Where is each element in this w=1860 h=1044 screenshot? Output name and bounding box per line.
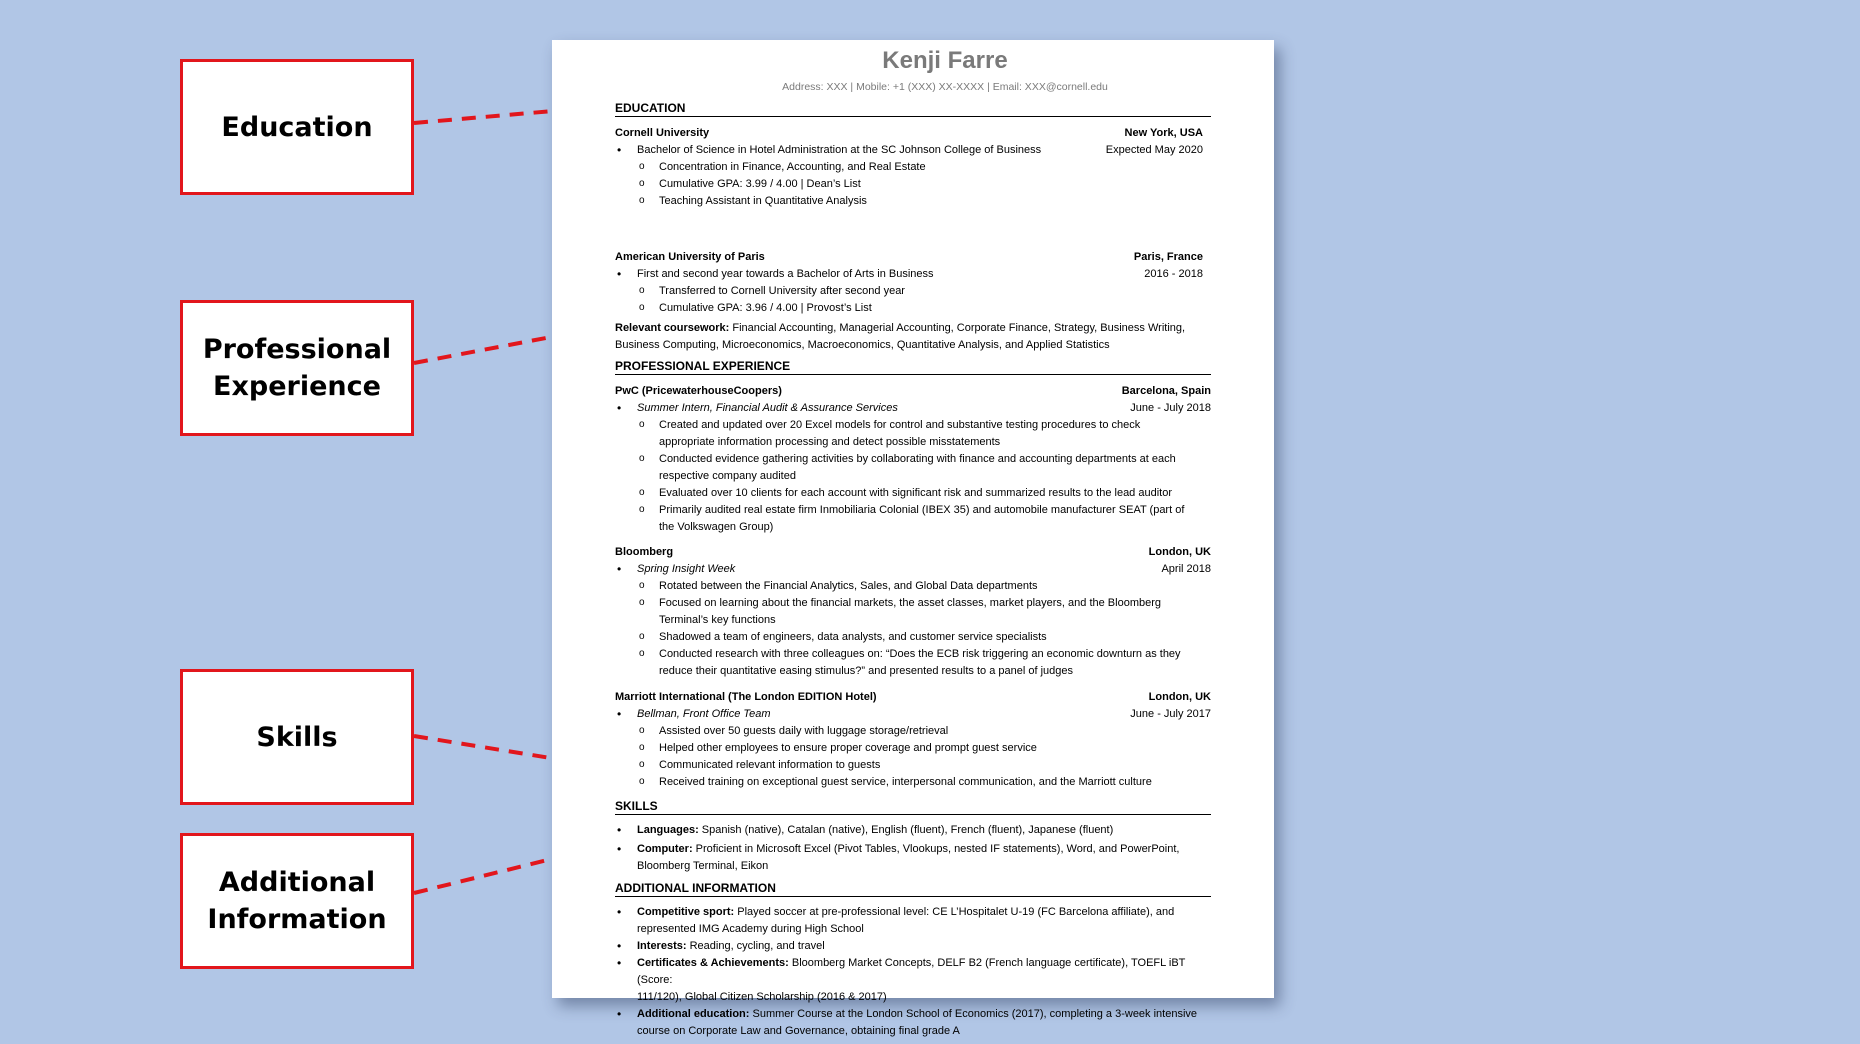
list-item xyxy=(615,740,1211,757)
company-location: London, UK xyxy=(1148,691,1211,703)
degree-text: • Bachelor of Science in Hotel Administration at the SC Johnson College of Business xyxy=(637,144,1042,156)
skill-label: Computer: xyxy=(637,843,693,855)
company-location: London, UK xyxy=(1148,546,1211,558)
list-item xyxy=(615,451,1211,485)
list-item xyxy=(615,578,1211,595)
list-item xyxy=(615,774,1211,791)
skill-text: Proficient in Microsoft Excel (Pivot Tables, Vlookups, nested IF statements), Word, and PowerPoint, xyxy=(692,843,1180,855)
callout-skills-label: Skills xyxy=(256,721,338,753)
list-item xyxy=(615,955,1211,1006)
job-role: • Spring Insight Week xyxy=(637,563,736,575)
list-item xyxy=(615,904,1211,938)
list-item: o Teaching Assistant in Quantitative Analysis xyxy=(615,193,1211,210)
bullet-line: o Received training on exceptional guest service, interpersonal communication, and the Marriott culture xyxy=(659,776,1152,788)
additional-text: Summer Course at the London School of Economics (2017), completing a 3-week intensive xyxy=(749,1008,1198,1020)
skill-label: Languages: xyxy=(637,824,699,836)
coursework-line2: Business Computing, Microeconomics, Macroeconomics, Quantitative Analysis, and Applied Statistics xyxy=(615,339,1110,351)
bullet-line: appropriate information processing and detect possible misstatements xyxy=(659,436,1001,448)
list-item xyxy=(615,1006,1211,1040)
bullet-line: the Volkswagen Group) xyxy=(659,521,774,533)
additional-text-continued: 111/120), Global Citizen Scholarship (2016 & 2017) xyxy=(637,991,887,1003)
list-item xyxy=(615,417,1211,451)
callout-additional-line2: Information xyxy=(207,904,387,935)
school-location: New York, USA xyxy=(1124,127,1203,139)
callout-professional-line1: Professional xyxy=(202,334,392,365)
list-item xyxy=(615,938,1211,955)
job-entry xyxy=(615,383,1211,536)
coursework xyxy=(615,320,1211,354)
company-name: Marriott International (The London EDITION Hotel) xyxy=(615,691,877,703)
school-location: Paris, France xyxy=(1133,251,1203,263)
bullet-line: o Helped other employees to ensure proper coverage and prompt guest service xyxy=(659,742,1037,754)
skills-list xyxy=(615,822,1211,875)
list-item: o Cumulative GPA: 3.99 / 4.00 | Dean’s List xyxy=(615,176,1211,193)
bullet-line: Terminal’s key functions xyxy=(659,614,776,626)
callout-professional-line2: Experience xyxy=(213,371,381,402)
school-name: Cornell University xyxy=(615,127,710,139)
job-date: June - July 2018 xyxy=(1130,402,1211,414)
list-item: o Cumulative GPA: 3.96 / 4.00 | Provost’s List xyxy=(615,300,1211,317)
company-name: Bloomberg xyxy=(615,546,674,558)
bullet-line: o Communicated relevant information to guests xyxy=(659,759,881,771)
list-item xyxy=(615,841,1211,875)
additional-text: Played soccer at pre-professional level: CE L’Hospitalet U-19 (FC Barcelona affiliate), and xyxy=(734,906,1175,918)
additional-label: Competitive sport: xyxy=(637,906,735,918)
company-location: Barcelona, Spain xyxy=(1121,385,1211,397)
job-entry xyxy=(615,544,1211,680)
list-item xyxy=(615,485,1211,502)
section-heading-education: EDUCATION xyxy=(615,100,1211,117)
job-entry xyxy=(615,689,1211,791)
bullet-line: o Assisted over 50 guests daily with luggage storage/retrieval xyxy=(659,725,949,737)
additional-text: Reading, cycling, and travel xyxy=(686,940,825,952)
resume-page xyxy=(552,40,1274,1037)
company-name: PwC (PricewaterhouseCoopers) xyxy=(615,385,782,397)
additional-label: Additional education: xyxy=(637,1008,750,1020)
additional-text-continued: course on Corporate Law and Governance, obtaining final grade A xyxy=(637,1025,960,1037)
skill-text-continued: Bloomberg Terminal, Eikon xyxy=(637,860,769,872)
list-item xyxy=(615,142,1211,159)
bullet-line: o Focused on learning about the financial markets, the asset classes, market players, and the Bloomberg xyxy=(659,597,1161,609)
list-item xyxy=(615,706,1211,723)
job-date: June - July 2017 xyxy=(1130,708,1211,720)
list-item xyxy=(615,629,1211,646)
school-name: American University of Paris xyxy=(615,251,765,263)
list-item xyxy=(615,646,1211,680)
degree-text: • First and second year towards a Bachelor of Arts in Business xyxy=(637,268,934,280)
section-heading-experience: PROFESSIONAL EXPERIENCE xyxy=(615,358,1211,375)
job-date: April 2018 xyxy=(1161,563,1211,575)
additional-list xyxy=(615,904,1211,1040)
additional-label: Interests: xyxy=(637,940,687,952)
bullet-line: o Shadowed a team of engineers, data analysts, and customer service specialists xyxy=(659,631,1047,643)
list-item xyxy=(615,723,1211,740)
bullet-line: respective company audited xyxy=(659,470,796,482)
additional-label: Certificates & Achievements: xyxy=(637,957,789,969)
bullet-line: o Created and updated over 20 Excel models for control and substantive testing procedures to check xyxy=(659,419,1141,431)
section-heading-additional: ADDITIONAL INFORMATION xyxy=(615,880,1211,897)
list-item: o Transferred to Cornell University after second year xyxy=(615,283,1211,300)
bullet-line: o Conducted research with three colleagues on: “Does the ECB risk triggering an economic downturn as they xyxy=(659,648,1181,660)
resume-contact: Address: XXX | Mobile: +1 (XXX) XX-XXXX | Email: XXX@cornell.edu xyxy=(782,81,1108,93)
degree-date: Expected May 2020 xyxy=(1105,144,1203,156)
list-item xyxy=(615,266,1211,283)
callout-additional-line1: Additional xyxy=(218,867,376,898)
bullet-line: o Primarily audited real estate firm Inmobiliaria Colonial (IBEX 35) and automobile manufacturer SEAT (part of xyxy=(659,504,1185,516)
list-item xyxy=(615,595,1211,629)
list-item xyxy=(615,822,1211,839)
bullet-line: o Rotated between the Financial Analytics, Sales, and Global Data departments xyxy=(659,580,1038,592)
section-heading-skills: SKILLS xyxy=(615,798,1211,815)
bullet-line: reduce their quantitative easing stimulus?” and presented results to a panel of judges xyxy=(659,665,1073,677)
degree-date: 2016 - 2018 xyxy=(1144,268,1203,280)
list-item xyxy=(615,502,1211,536)
list-item xyxy=(615,400,1211,417)
coursework-label: Relevant coursework: xyxy=(615,322,730,334)
bullet-line: o Evaluated over 10 clients for each account with significant risk and summarized results to the lead auditor xyxy=(659,487,1172,499)
bullet-line: o Conducted evidence gathering activities by collaborating with finance and accounting departments at each xyxy=(659,453,1176,465)
coursework-line1: Financial Accounting, Managerial Accounting, Corporate Finance, Strategy, Business Writing, xyxy=(729,322,1186,334)
list-item xyxy=(615,561,1211,578)
additional-text: Bloomberg Market Concepts, DELF B2 (French language certificate), TOEFL iBT (Score: xyxy=(637,957,1186,986)
callout-education-label: Education xyxy=(221,111,373,143)
list-item: o Concentration in Finance, Accounting, and Real Estate xyxy=(615,159,1211,176)
job-role: • Bellman, Front Office Team xyxy=(637,708,771,720)
skill-text: Spanish (native), Catalan (native), English (fluent), French (fluent), Japanese (fluent) xyxy=(698,824,1114,836)
resume-name: Kenji Farre xyxy=(882,47,1008,74)
job-role: • Summer Intern, Financial Audit & Assurance Services xyxy=(637,402,898,414)
education-entry xyxy=(615,249,1211,317)
education-entry xyxy=(615,125,1211,210)
list-item xyxy=(615,757,1211,774)
additional-text-continued: represented IMG Academy during High School xyxy=(637,923,864,935)
